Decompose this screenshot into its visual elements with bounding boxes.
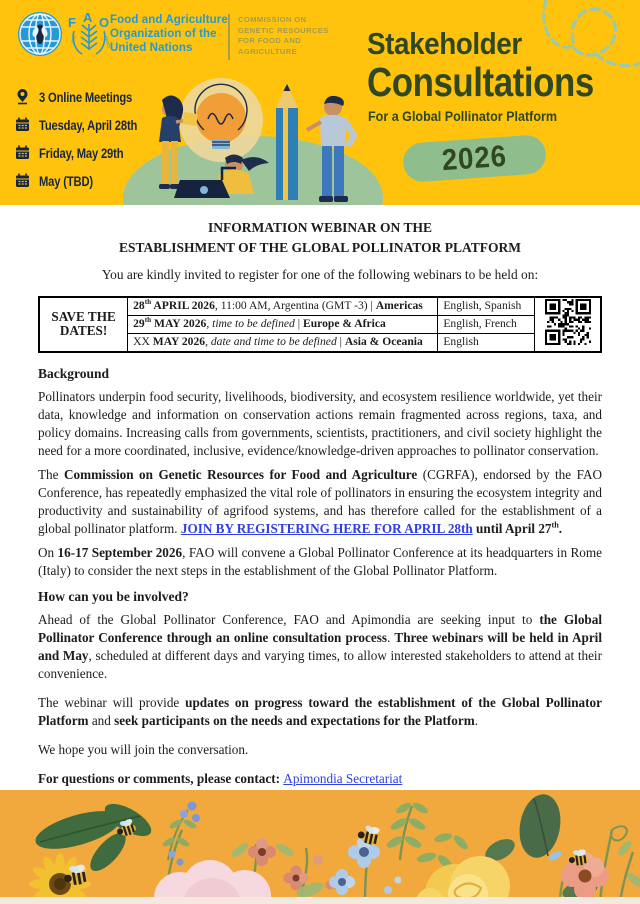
save-the-dates-label: SAVE THE DATES! [39, 297, 128, 352]
commission-name: COMMISSION ON GENETIC RESOURCES FOR FOOD AND AGRICULTURE [238, 15, 329, 56]
header-banner [0, 0, 640, 205]
bottom-strip [0, 897, 640, 904]
year-badge: 2026 [402, 134, 547, 183]
qr-code [545, 299, 591, 345]
meeting-item: Friday, May 29th [15, 144, 162, 161]
fao-logo [66, 11, 112, 57]
svg-text:PANIS: PANIS [103, 35, 112, 49]
invitation-line: You are kindly invited to register for one of the following webinars to be held on: [101, 267, 539, 282]
apimondia-logo [17, 11, 63, 57]
document-body [0, 205, 640, 790]
table-row [39, 297, 601, 315]
webinar-info-cell: XX MAY 2026, date and time to be defined | Asia & Oceania [128, 333, 438, 351]
webinar-heading: INFORMATION WEBINAR ON THE ESTABLISHMENT OF THE GLOBAL POLLINATOR PLATFORM [119, 220, 521, 255]
meeting-item: Tuesday, April 28th [15, 116, 162, 133]
background-heading: Background [38, 365, 110, 381]
calendar-icon [15, 145, 30, 160]
webinar-info-cell: 28th APRIL 2026, 11:00 AM, Argentina (GMT -3) | Americas [128, 297, 438, 315]
floral-illustration [0, 790, 640, 904]
doc-link[interactable]: JOIN BY REGISTERING HERE FOR APRIL 28th [180, 520, 473, 536]
involved-heading: How can you be involved? [38, 588, 189, 604]
svg-text:F: F [68, 15, 76, 30]
languages-cell: English, Spanish [438, 297, 535, 315]
footer-floral-band [0, 790, 640, 904]
doc-link[interactable]: Apimondia Secretariat [283, 770, 403, 786]
org-name: Food and Agriculture Organization of the United Nations [110, 14, 228, 54]
dashed-swirl-decoration [538, 0, 640, 130]
languages-cell: English [438, 333, 535, 351]
calendar-icon [15, 173, 30, 188]
calendar-icon [15, 117, 30, 132]
title-stakeholder: Stakeholder [367, 26, 522, 61]
webinar-info-cell: 29th MAY 2026, time to be defined | Europe & Africa [128, 315, 438, 333]
meeting-item: May (TBD) [15, 172, 162, 189]
title-subtitle: For a Global Pollinator Platform [368, 109, 558, 124]
contact-line: For questions or comments, please contact: Apimondia Secretariat [38, 770, 403, 786]
background-paragraph-2: The Commission on Genetic Resources for Food and Agriculture (CGRFA), endorsed by the FAO Conference, has repeatedly emphasized the vital role of pollinators in ensuring the ecosystem integrity and productivity and sustainability of agrifood systems, and has therefore called for the establishment of a global pollinator platform. JOIN BY REGISTERING HERE FOR APRIL 28th until April 27th. [38, 466, 602, 536]
languages-cell: English, French [438, 315, 535, 333]
location-pin-icon [15, 88, 30, 105]
webinar-provide-paragraph: The webinar will provide updates on progress toward the establishment of the Global Pollinator Platform and seek participants on the needs and expectations for the Platform. [38, 694, 602, 728]
svg-text:O: O [99, 15, 110, 30]
meeting-item: 3 Online Meetings [15, 88, 162, 105]
save-the-dates-table [38, 296, 602, 353]
svg-text:A: A [83, 11, 93, 25]
header-divider [228, 14, 230, 60]
involved-paragraph: Ahead of the Global Pollinator Conference, FAO and Apimondia are seeking input to the Global Pollinator Conference through an online consultation process. Three webinars will be held in April and May, scheduled at different days and varying times, to allow interested stakeholders to attend at their convenience. [38, 611, 602, 681]
title-consultations: Consultations [367, 59, 594, 105]
svg-text:FIAT: FIAT [70, 33, 78, 44]
background-paragraph-1: Pollinators underpin food security, livelihoods, biodiversity, and ecosystem resilience worldwide, yet their data, knowledge and information on conservation actions remain fragmented across regions, taxa, and policy domains. Increasing calls from governments, scientists, practitioners, and civil society highlight the need for a more coordinated, inclusive, evidence/knowledge-driven approaches to pollinator conservation. [38, 388, 602, 458]
qr-cell [535, 297, 601, 352]
background-paragraph-3: On 16-17 September 2026, FAO will convene a Global Pollinator Conference at its headquarters in Rome (Italy) to consider the next steps in the establishment of the Global Pollinator Platform. [38, 544, 602, 578]
hope-line: We hope you will join the conversation. [38, 741, 249, 757]
